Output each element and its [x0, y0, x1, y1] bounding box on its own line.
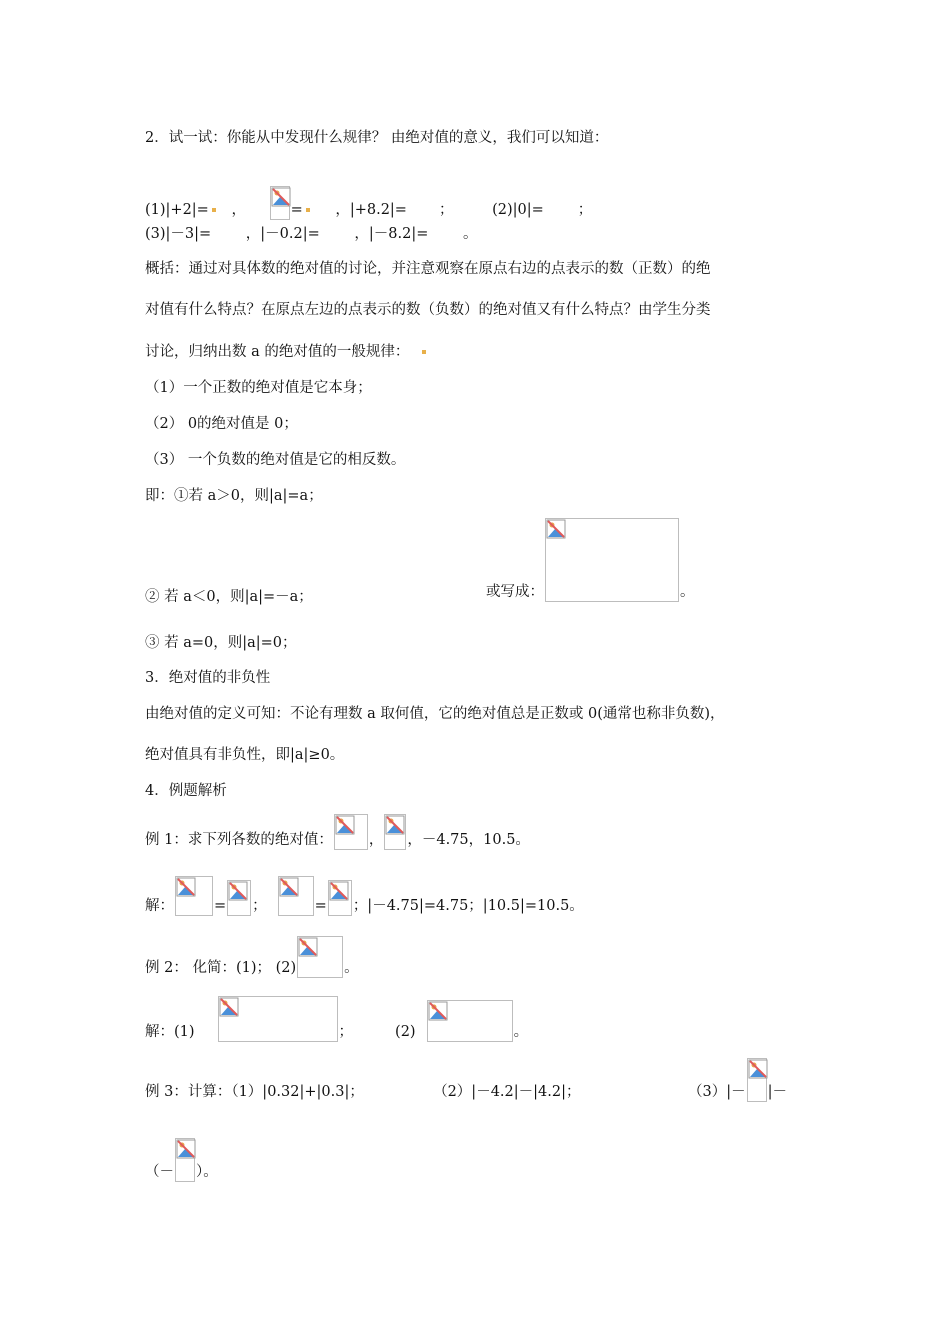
- abs-fraction-image-icon: [278, 876, 314, 916]
- section-2-title: 2．试一试：你能从中发现什么规律？ 由绝对值的意义，我们可以知道：: [145, 130, 609, 146]
- summary-line-2: 对值有什么特点？在原点左边的点表示的数（负数）的绝对值又有什么特点？由学生分类: [145, 302, 711, 318]
- example-line-2: (3)|－3|= ，|－0.2|= ，|－8.2|= 。: [145, 226, 478, 242]
- example-line-1: (1)|+2|= ， = ，|+8.2|= ； (2)|0|= ；: [145, 186, 592, 220]
- summary-line-1: 概括：通过对具体数的绝对值的讨论，并注意观察在原点右边的点表示的数（正数）的绝: [145, 261, 711, 277]
- example-3-part-3: （3）|－ |－: [688, 1058, 787, 1102]
- fraction-image-icon: [384, 814, 406, 850]
- fraction-image-icon: [175, 1138, 195, 1182]
- section-3-para-1: 由绝对值的定义可知：不论有理数 a 取何值，它的绝对值总是正数或 0(通常也称非负数)，: [145, 706, 725, 722]
- formula-image-icon: [270, 186, 290, 220]
- abs-fraction-image-icon: [175, 876, 213, 916]
- summary-line-3: 讨论，归纳出数 a 的绝对值的一般规律：: [145, 342, 429, 362]
- piecewise-formula-image-icon: [545, 518, 679, 602]
- section-3-para-2: 绝对值具有非负性，即|a|≥0。: [145, 747, 345, 763]
- case-zero: ③ 若 a=0，则|a|=0；: [145, 635, 297, 651]
- example-3-continued: （－ ）。: [145, 1138, 218, 1182]
- expression-image-icon: [427, 1000, 513, 1042]
- fraction-image-icon: [747, 1058, 767, 1102]
- example-3: 例 3：计算：（1）|0.32|+|0.3|； （2）|－4.2|－|4.2|；: [145, 1084, 581, 1100]
- example-2: 例 2： 化简：(1)； (2) 。: [145, 936, 359, 978]
- marker-icon: [422, 350, 426, 354]
- example-1: 例 1：求下列各数的绝对值： ， ，－4.75，10.5。: [145, 814, 530, 850]
- section-4-title: 4．例题解析: [145, 783, 227, 799]
- or-write-block: 或写成： 。: [486, 520, 695, 602]
- marker-icon: [306, 208, 310, 212]
- rule-1: （1）一个正数的绝对值是它本身；: [145, 380, 372, 396]
- expression-image-icon: [218, 996, 338, 1042]
- expression-image-icon: [297, 936, 343, 978]
- fraction-image-icon: [334, 814, 368, 850]
- case-positive: 即：①若 a＞0，则|a|=a；: [145, 488, 323, 504]
- solution-1: 解： = ； = ；|－4.75|=4.75；|10.5|=10.5。: [145, 876, 584, 916]
- fraction-image-icon: [328, 880, 352, 916]
- rule-3: （3） 一个负数的绝对值是它的相反数。: [145, 452, 406, 468]
- rule-2: （2） 0的绝对值是 0；: [145, 416, 298, 432]
- fraction-image-icon: [227, 880, 251, 916]
- marker-icon: [212, 208, 216, 212]
- solution-2: 解：(1) ； (2) 。: [145, 996, 528, 1042]
- case-negative: ② 若 a＜0，则|a|=－a；: [145, 589, 313, 605]
- section-3-title: 3．绝对值的非负性: [145, 670, 271, 686]
